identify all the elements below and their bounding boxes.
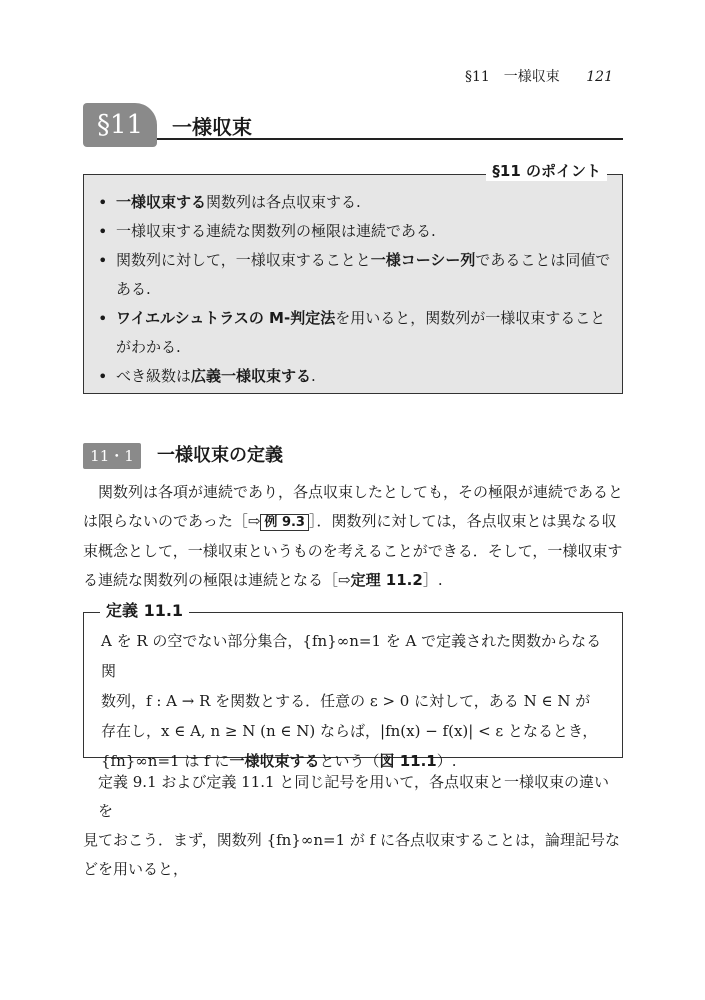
definition-label: 定義 11.1 bbox=[100, 598, 189, 621]
section-title-rule bbox=[157, 138, 623, 140]
point-item: • ワイエルシュトラスの M-判定法を用いると，関数列が一様収束することがわかる. bbox=[96, 304, 616, 362]
subsection-number-badge: 11・1 bbox=[83, 443, 141, 469]
section-title: 一様収束 bbox=[172, 115, 252, 139]
example-reference: 例 9.3 bbox=[260, 514, 309, 531]
point-item: • 関数列に対して，一様収束することと一様コーシー列であることは同値である. bbox=[96, 246, 616, 304]
header-section: §11 一様収束 bbox=[464, 69, 560, 85]
running-header bbox=[465, 66, 613, 86]
definition-line: 数列，f : A → R を関数とする．任意の ε > 0 に対して，ある N ∈ N が bbox=[101, 692, 591, 710]
definition-line: A を R の空でない部分集合，{fn}∞n=1 を A で定義された関数からなる関 bbox=[101, 632, 602, 680]
definition-text bbox=[101, 626, 613, 776]
theorem-reference: 定理 11.2 bbox=[350, 571, 423, 589]
points-list bbox=[96, 188, 616, 391]
definition-line: {fn}∞n=1 は f に一様収束するという（図 11.1）. bbox=[101, 752, 457, 770]
points-label: §11 のポイント bbox=[486, 160, 607, 181]
page-number: 121 bbox=[586, 69, 613, 85]
comparison-paragraph: 定義 9.1 および定義 11.1 と同じ記号を用いて，各点収束と一様収束の違いを 見ておこう．まず，関数列 {fn}∞n=1 が f に各点収束することは，論理記号な どを用いると， bbox=[83, 773, 620, 878]
definition-line: 存在し，x ∈ A, n ≥ N (n ∈ N) ならば，|fn(x) − f(x)| < ε となるとき， bbox=[101, 722, 598, 740]
section-number-badge: §11 bbox=[83, 103, 157, 147]
intro-paragraph: 関数列は各項が連続であり，各点収束したとしても，その極限が連続であるとは限らないのであった［⇨ 例 9.3 ］．関数列に対しては，各点収束とは異なる収束概念として，一様収束というものを考えることができる．そして，一様収束する連続な関数列の極限は連続となる［⇨定理 11.2］. bbox=[83, 483, 624, 589]
point-item: • 一様収束する連続な関数列の極限は連続である. bbox=[96, 217, 616, 246]
point-item: • 一様収束する関数列は各点収束する. bbox=[96, 188, 616, 217]
point-item: • べき級数は広義一様収束する. bbox=[96, 362, 616, 391]
subsection-title: 一様収束の定義 bbox=[157, 445, 283, 466]
